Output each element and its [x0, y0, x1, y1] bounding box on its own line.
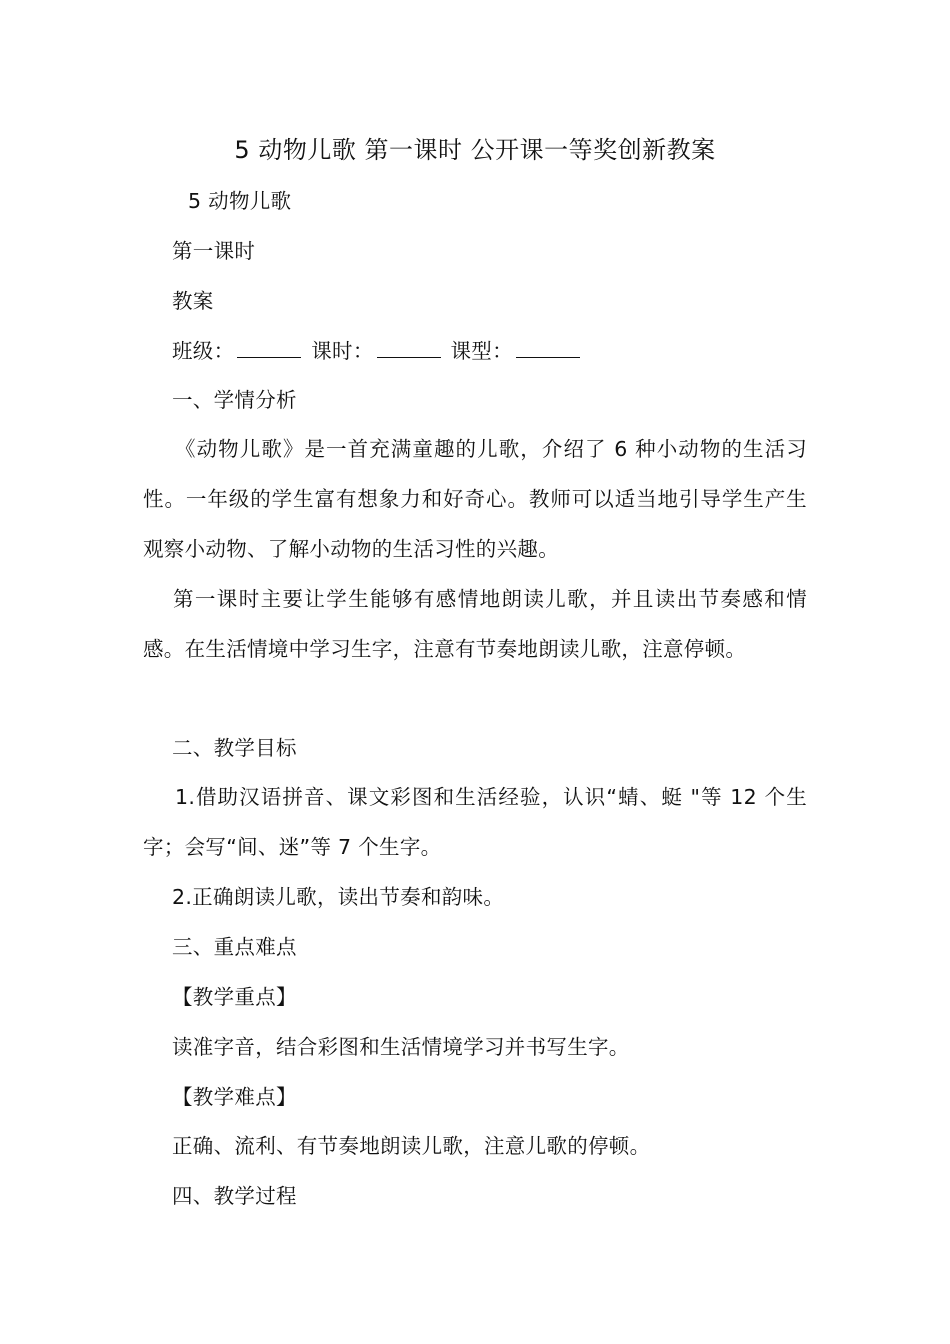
lesson-name: 5 动物儿歌 [188, 189, 292, 213]
section3-heading: 三、重点难点 [172, 935, 297, 959]
key-point-text: 读准字音，结合彩图和生活情境学习并书写生字。 [172, 1035, 630, 1059]
key-point-label: 【教学重点】 [172, 985, 297, 1009]
section1-heading: 一、学情分析 [172, 388, 297, 412]
section2-heading: 二、教学目标 [172, 736, 297, 760]
section1-paragraph-2: 第一课时主要让学生能够有感情地朗读儿歌，并且读出节奏感和情感。在生活情境中学习生字，注意有节奏地朗读儿歌，注意停顿。 [143, 587, 807, 661]
goal-item-1: 1.借助汉语拼音、课文彩图和生活经验，认识“蜻、蜓 "等 12 个生字；会写“间、迷”等 7 个生字。 [143, 785, 807, 859]
section4-heading: 四、教学过程 [172, 1184, 297, 1208]
period-label: 第一课时 [172, 239, 256, 263]
section1-paragraph-1: 《动物儿歌》是一首充满童趣的儿歌，介绍了 6 种小动物的生活习性。一年级的学生富有想象力和好奇心。教师可以适当地引导学生产生观察小动物、了解小动物的生活习性的兴趣。 [143, 437, 807, 561]
difficulty-label: 【教学难点】 [172, 1085, 297, 1109]
info-fields-row [172, 336, 583, 366]
document-title: 5 动物儿歌 第一课时 公开课一等奖创新教案 [234, 136, 716, 164]
class-field-blank [237, 337, 301, 358]
class-field-label: 班级： [172, 339, 235, 363]
goal-item-2: 2.正确朗读儿歌，读出节奏和韵味。 [172, 885, 505, 909]
difficulty-text: 正确、流利、有节奏地朗读儿歌，注意儿歌的停顿。 [172, 1134, 651, 1158]
period-field-label: 课时： [311, 339, 374, 363]
period-field-blank [377, 337, 441, 358]
type-field-blank [516, 337, 580, 358]
doc-type-label: 教案 [172, 289, 214, 313]
type-field-label: 课型： [450, 339, 513, 363]
